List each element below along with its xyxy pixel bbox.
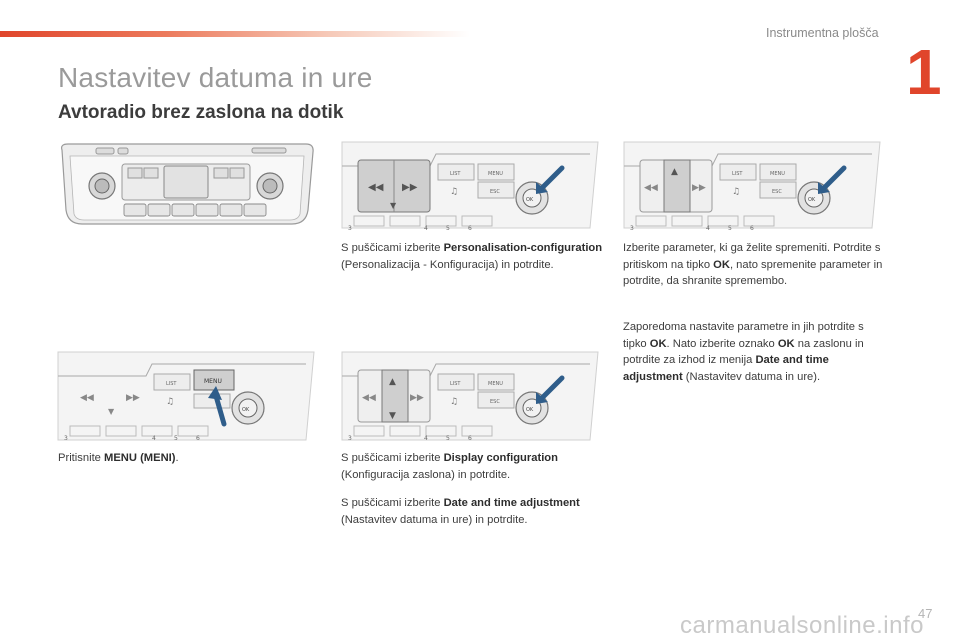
svg-text:▶▶: ▶▶ — [402, 182, 418, 193]
svg-text:MENU: MENU — [770, 171, 785, 177]
svg-text:♫: ♫ — [166, 397, 175, 407]
svg-text:LIST: LIST — [732, 171, 743, 177]
panel-label-menu: MENU — [488, 171, 503, 177]
step-display-configuration: S puščicami izberite Display configuration (Konfiguracija zaslona) in potrdite. — [341, 452, 558, 481]
svg-text:▲: ▲ — [671, 167, 678, 177]
page-title: Nastavitev datuma in ure — [58, 62, 373, 93]
svg-text:6: 6 — [468, 225, 472, 232]
svg-text:6: 6 — [468, 435, 472, 442]
svg-text:6: 6 — [750, 225, 754, 232]
svg-text:▼: ▼ — [108, 407, 115, 416]
page-subtitle: Avtoradio brez zaslona na dotik — [58, 102, 344, 123]
svg-text:ESC: ESC — [490, 399, 500, 405]
step-press-menu: Pritisnite MENU (MENI). — [58, 452, 179, 464]
svg-text:▶▶: ▶▶ — [126, 393, 140, 403]
svg-text:LIST: LIST — [166, 381, 177, 387]
panel-arrows-lr-image — [340, 138, 602, 232]
svg-text:5: 5 — [728, 225, 732, 232]
svg-text:♫: ♫ — [732, 187, 741, 197]
svg-text:3: 3 — [64, 435, 68, 442]
svg-text:◀◀: ◀◀ — [368, 182, 384, 193]
panel-label-menu-highlight: MENU — [204, 378, 222, 385]
svg-text:▲: ▲ — [389, 377, 396, 387]
svg-text:♫: ♫ — [450, 397, 459, 407]
step-confirm-parameters: Zaporedoma nastavite parametre in jih potrdite s tipko OK. Nato izberite oznako OK na zaslonu in potrdite za izhod iz menija Date and time adjustment (Nastavitev datuma in ure). — [623, 321, 864, 383]
panel-arrow-up-image — [622, 138, 884, 232]
svg-text:4: 4 — [424, 225, 428, 232]
step-date-time-adjustment: S puščicami izberite Date and time adjustment (Nastavitev datuma in ure) in potrdite. — [341, 497, 580, 526]
header-accent-bar — [0, 31, 470, 37]
watermark: carmanualsonline.info — [680, 612, 924, 639]
page-number: 47 — [918, 606, 933, 621]
svg-text:LIST: LIST — [450, 381, 461, 387]
panel-label-list: LIST — [450, 171, 461, 177]
svg-text:OK: OK — [808, 197, 816, 203]
svg-text:4: 4 — [706, 225, 710, 232]
panel-label-esc: ESC — [490, 189, 500, 195]
svg-text:6: 6 — [196, 435, 200, 442]
radio-front-panel-image — [56, 140, 318, 228]
svg-text:5: 5 — [174, 435, 178, 442]
svg-text:4: 4 — [424, 435, 428, 442]
svg-text:3: 3 — [348, 225, 352, 232]
svg-text:◀◀: ◀◀ — [80, 393, 94, 403]
panel-menu-press-image — [56, 348, 318, 444]
svg-text:3: 3 — [348, 435, 352, 442]
svg-text:OK: OK — [242, 407, 250, 413]
svg-text:5: 5 — [446, 225, 450, 232]
svg-text:3: 3 — [630, 225, 634, 232]
svg-text:MENU: MENU — [488, 381, 503, 387]
svg-text:5: 5 — [446, 435, 450, 442]
svg-text:OK: OK — [526, 407, 534, 413]
step-select-parameter: Izberite parameter, ki ga želite spremeniti. Potrdite s pritiskom na tipko OK, nato spremenite parameter in potrdite, da shranite spremembo. — [623, 242, 883, 287]
svg-text:4: 4 — [152, 435, 156, 442]
svg-text:▶▶: ▶▶ — [692, 183, 706, 193]
svg-text:♫: ♫ — [450, 187, 459, 197]
panel-label-ok: OK — [526, 197, 534, 203]
panel-arrows-ud-image — [340, 348, 602, 444]
svg-text:◀◀: ◀◀ — [362, 393, 376, 403]
svg-text:▼: ▼ — [390, 201, 397, 210]
step-personalisation: S puščicami izberite Personalisation-configuration (Personalizacija - Konfiguracija) in potrdite. — [341, 242, 603, 271]
svg-text:◀◀: ◀◀ — [644, 183, 658, 193]
svg-text:▼: ▼ — [389, 411, 396, 421]
section-label: Instrumentna plošča — [766, 26, 879, 40]
svg-text:▶▶: ▶▶ — [410, 393, 424, 403]
svg-text:ESC: ESC — [772, 189, 782, 195]
chapter-number: 1 — [906, 36, 942, 108]
